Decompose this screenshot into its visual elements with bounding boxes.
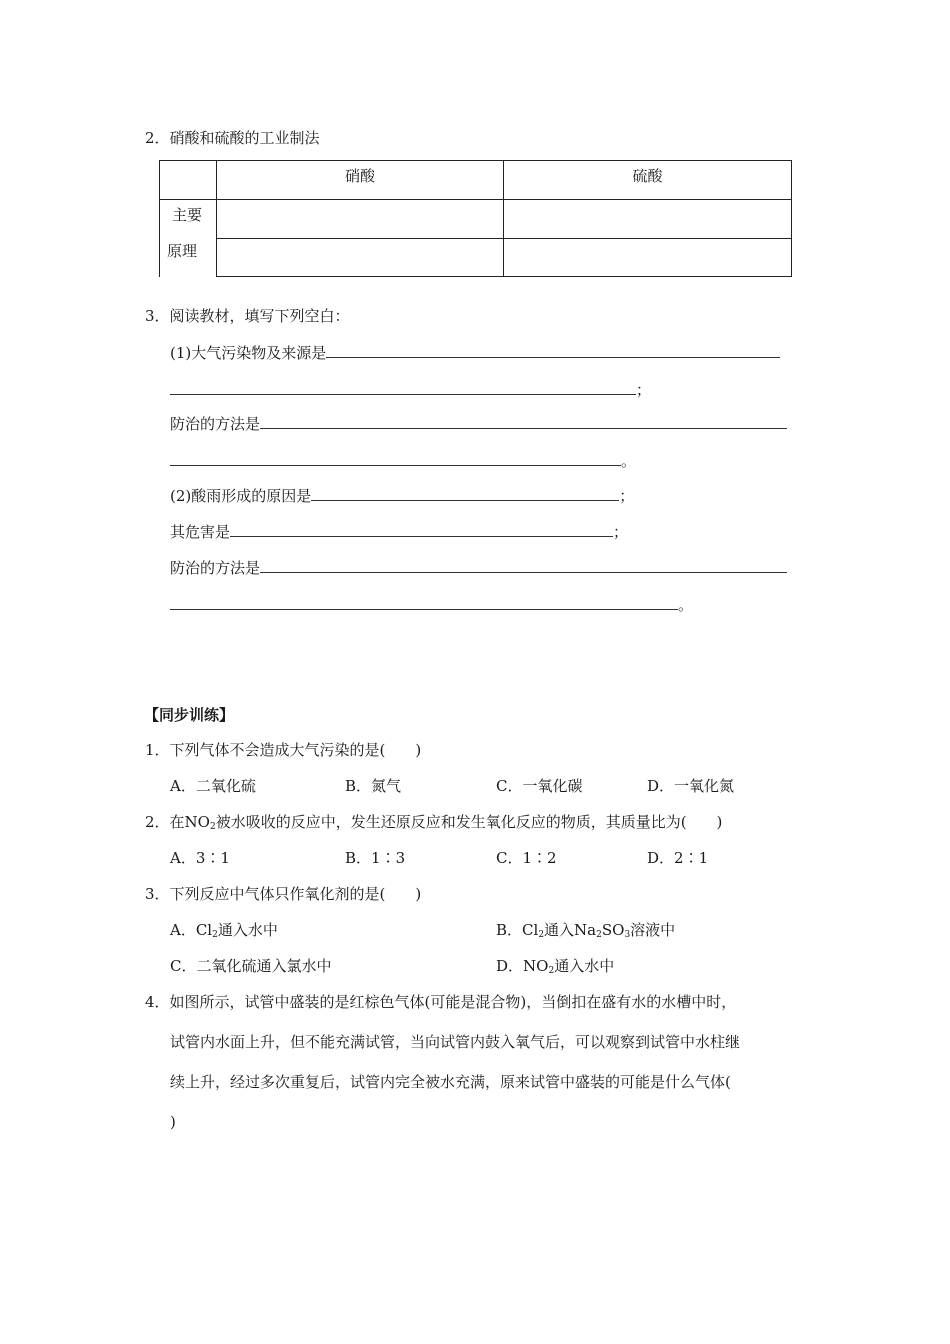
q3-option-d-post: 通入水中: [554, 957, 615, 975]
q1-option-a[interactable]: A．二氧化硫: [170, 777, 256, 795]
q2-stem: [145, 812, 722, 837]
q4-line-1: 4．如图所示，试管中盛装的是红棕色气体(可能是混合物)，当倒扣在盛有水的水槽中时，: [145, 993, 737, 1011]
semicolon: ；: [636, 381, 652, 399]
prevention2-line: [170, 558, 787, 578]
q3-option-d-sub: 2: [548, 966, 555, 976]
harm-line: [170, 522, 628, 542]
q3-option-a-sub: 2: [212, 930, 218, 940]
q1-option-c[interactable]: C．一氧化碳: [496, 777, 583, 795]
q2-option-c[interactable]: C．1∶2: [496, 849, 557, 867]
training-heading: 【同步训练】: [144, 706, 235, 724]
q3-option-b-pre: B．Cl: [496, 921, 539, 939]
semicolon: ；: [613, 523, 629, 541]
q4-line-4: ): [170, 1113, 176, 1131]
prevention2-blank-2[interactable]: [170, 595, 678, 610]
prevention-blank-2[interactable]: [170, 451, 621, 466]
table-header-sulfuric: 硫酸: [504, 161, 792, 200]
q3-stem: 3．下列反应中气体只作氧化剂的是( ): [145, 885, 422, 903]
row-label-main: 主要: [172, 206, 203, 224]
q4-line-2: 试管内水面上升，但不能充满试管，当向试管内鼓入氧气后，可以观察到试管中水柱继: [170, 1033, 741, 1051]
section3-title: 3．阅读教材，填写下列空白：: [145, 307, 350, 325]
table-cell-nitric-1[interactable]: [217, 200, 504, 239]
q3-option-a[interactable]: [170, 920, 278, 945]
q1-option-d[interactable]: D．一氧化氮: [647, 777, 735, 795]
semicolon: ；: [619, 487, 635, 505]
row-label-principle: 原理: [167, 242, 198, 260]
table-cell-nitric-2[interactable]: [217, 239, 504, 277]
q1-label: (1)大气污染物及来源是: [170, 344, 327, 362]
q2-stem-sub: 2: [209, 822, 216, 832]
q3-option-b-mid: 通入Na: [544, 921, 597, 939]
q2-option-d[interactable]: D．2∶1: [647, 849, 709, 867]
q2-line: [170, 486, 634, 506]
q3-option-a-pre: A．Cl: [170, 921, 213, 939]
harm-blank[interactable]: [230, 522, 613, 537]
section2-title: 2．硝酸和硫酸的工业制法: [145, 129, 320, 147]
table-header-empty: [160, 161, 217, 200]
prevention-label-2: 防治的方法是: [170, 559, 261, 577]
q4-line-3: 续上升，经过多次重复后，试管内完全被水充满，原来试管中盛装的可能是什么气体(: [170, 1073, 731, 1091]
q3-option-b-mid2: SO: [601, 921, 625, 939]
q3-option-d[interactable]: [496, 956, 614, 981]
prevention-label: 防治的方法是: [170, 415, 261, 433]
q2-stem-suffix: 被水吸收的反应中，发生还原反应和发生氧化反应的物质，其质量比为( ): [215, 813, 723, 831]
q2-option-a[interactable]: A．3∶1: [170, 849, 230, 867]
q2-label: (2)酸雨形成的原因是: [170, 487, 312, 505]
q3-option-a-post: 通入水中: [217, 921, 278, 939]
q1-line: [170, 343, 780, 363]
table-cell-sulfuric-1[interactable]: [504, 200, 792, 239]
q3-option-b-sub2: 2: [596, 930, 602, 940]
prevention2-blank[interactable]: [260, 558, 787, 573]
q1-blank-2[interactable]: [170, 380, 636, 395]
q3-option-d-pre: D．NO: [496, 957, 549, 975]
q1-blank[interactable]: [326, 343, 780, 358]
q3-option-b-post: 溶液中: [630, 921, 676, 939]
prevention-blank[interactable]: [260, 414, 787, 429]
q2-blank[interactable]: [311, 486, 619, 501]
q2-option-b[interactable]: B．1∶3: [345, 849, 406, 867]
q2-stem-prefix: 2．在NO: [145, 813, 210, 831]
period: 。: [621, 452, 637, 470]
prevention-line: [170, 414, 787, 434]
q1-option-b[interactable]: B．氮气: [345, 777, 402, 795]
table-cell-sulfuric-2[interactable]: [504, 239, 792, 277]
period: 。: [678, 596, 694, 614]
harm-label: 其危害是: [170, 523, 231, 541]
prevention-line-2: [170, 451, 636, 471]
q3-option-b-sub: 2: [538, 930, 545, 940]
prevention2-line-2: [170, 595, 693, 615]
table-header-nitric: 硝酸: [217, 161, 504, 200]
production-table: [159, 160, 792, 277]
q1-line-2: [170, 380, 651, 400]
q3-option-b[interactable]: [496, 920, 675, 945]
q3-option-c[interactable]: C．二氧化硫通入氯水中: [170, 957, 332, 975]
q1-stem: 1．下列气体不会造成大气污染的是( ): [145, 741, 422, 759]
q3-option-b-sub3: 3: [624, 930, 631, 940]
